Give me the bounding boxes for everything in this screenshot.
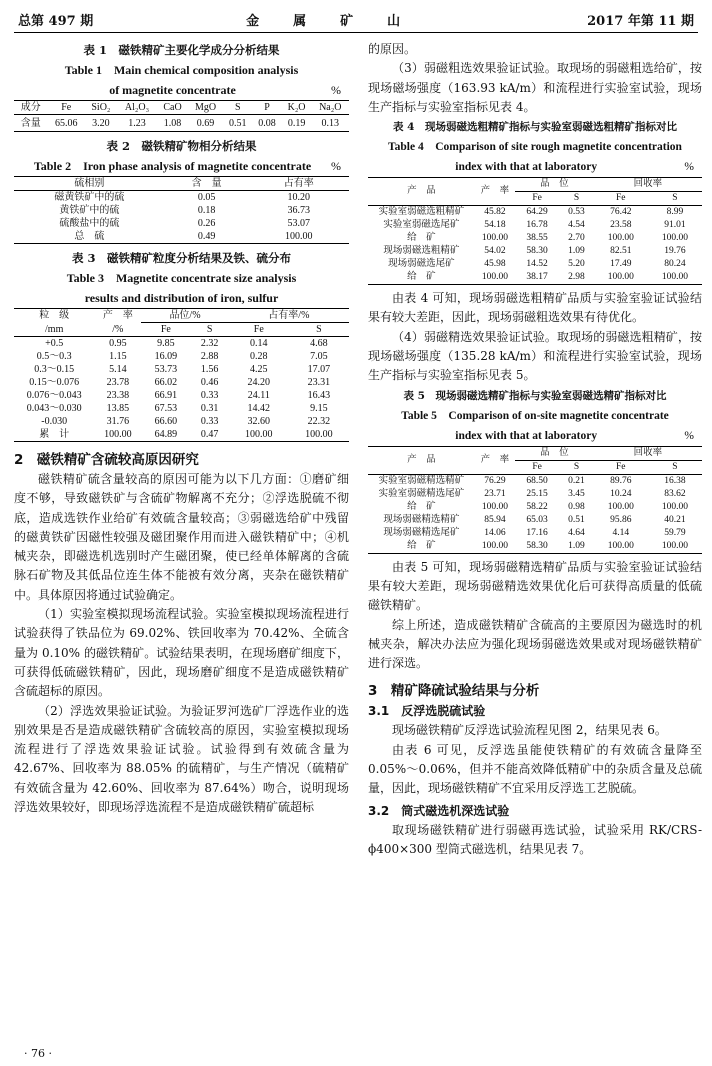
table1-caption-en2: of magnetite concentrate % [109, 83, 341, 97]
table-header-row: Fe S Fe S [368, 460, 702, 474]
section-2-heading: 2 磁铁精矿含硫较高原因研究 [14, 452, 199, 468]
table-row: 现场弱磁选粗精矿 54.02 58.30 1.09 82.51 19.76 [383, 246, 686, 257]
table3-caption-en: Table 3 Magnetite concentrate size analysis [66, 271, 297, 285]
table3-caption-en2: results and distribution of iron, sulfur [84, 291, 279, 305]
table-header-row: 成分 Fe SiO₂ Al₂O₃ CaO MgO S P K₂O Na₂O [14, 101, 349, 115]
table-row: 0.5～0.3 1.15 16.09 2.88 0.28 7.05 [36, 351, 328, 362]
paragraph: 综上所述，造成磁铁精矿含硫高的主要原因为磁选时的机械夹杂，解决办法应为强化现场弱磁选效果或对现场磁铁精矿进行深选。 [368, 617, 702, 671]
section-3-2-heading: 3.2 筒式磁选机深选试验 [368, 803, 510, 818]
paragraph: （3）弱磁粗选效果验证试验。取现场的弱磁粗选给矿，按现场磁场强度（163.93 kA/m）和流程进行实验室试验，现场生产指标与实验室指标见表 4。 [368, 61, 702, 114]
table-row: 磁黄铁矿中的硫 0.05 10.20 [54, 192, 310, 203]
paragraph: （2）浮选效果验证试验。为验证罗河选矿厂浮选作业的选别效果是否是造成磁铁精矿含硫较高的原因，实验室模拟现场流程进行了浮选效果验证试验。试验得到有效硫含量为 42.67%、回收率为 88.05% 的硫精矿，与生产情况（硫精矿有效硫含量为 42.60%、回收率为 87.64%）吻合，说明现场浮选效果较好，即现场浮选流程不是造成磁铁精矿硫超标 [14, 703, 349, 815]
table2 [14, 176, 349, 244]
issue-date: 2017 年第 11 期 [587, 13, 694, 29]
table-row: 现场弱磁精选尾矿 14.06 17.16 4.64 4.14 59.79 [383, 527, 686, 538]
table4-caption-en: Table 4 Comparison of site rough magnetite concentration [388, 141, 682, 154]
left-column [14, 40, 349, 817]
table-row: 0.043～0.030 13.85 67.53 0.31 14.42 9.15 [26, 403, 328, 414]
paragraph: （1）实验室模拟现场流程试验。实验室模拟现场流程进行试验获得了铁品位为 69.02%、铁回收率为 70.42%、全硫含量为 0.10% 的磁铁精矿。试验结果表明，在现场磨矿细度下，可获得低硫磁铁精矿，因此，现场磨矿细度不是造成磁铁精矿含硫超标的原因。 [14, 607, 349, 699]
header-rule [14, 32, 698, 33]
table-row: 给 矿 100.00 58.22 0.98 100.00 100.00 [407, 501, 688, 512]
section-3-heading: 3 精矿降硫试验结果与分析 [368, 683, 540, 700]
section-3-1-heading: 3.1 反浮选脱硫试验 [368, 704, 486, 719]
table3-caption-cn: 表 3 磁铁精矿粒度分析结果及铁、硫分布 [71, 251, 291, 265]
page-number: · 76 · [24, 1047, 52, 1060]
table-row: 0.076～0.043 23.38 66.91 0.33 24.11 16.43 [26, 390, 331, 401]
table-row: 给 矿 100.00 38.17 2.98 100.00 100.00 [407, 272, 688, 283]
table2-caption-cn: 表 2 磁铁精矿物相分析结果 [106, 139, 257, 153]
table-row: 给 矿 100.00 38.55 2.70 100.00 100.00 [407, 233, 688, 244]
table-row: 0.15～0.076 23.78 66.02 0.46 24.20 23.31 [29, 377, 331, 388]
table-row: 实验室弱磁精选尾矿 23.71 25.15 3.45 10.24 83.62 [378, 488, 686, 499]
table-row: 黄铁矿中的硫 0.18 36.73 [59, 205, 310, 216]
table-row: 实验室弱磁选粗精矿 45.82 64.29 0.53 76.42 8.99 [378, 207, 684, 218]
table-row: +0.5 0.95 9.85 2.32 0.14 4.68 [45, 338, 328, 349]
table-row: 给 矿 100.00 58.30 1.09 100.00 100.00 [407, 540, 688, 551]
running-header [18, 8, 694, 30]
table-header-row: /mm /% Fe S Fe S [14, 323, 349, 337]
paragraph: （4）弱磁精选效果验证试验。取现场的弱磁选粗精矿，按现场磁场强度（135.28 kA/m）和流程进行实验室试验，现场生产指标与实验室指标见表 5。 [368, 329, 702, 383]
issue-number: 总第 497 期 [18, 13, 94, 29]
table3 [14, 308, 349, 442]
table-row: 0.3～0.15 5.14 53.73 1.56 4.25 17.07 [34, 364, 331, 375]
table-row: 累 计 100.00 64.89 0.47 100.00 100.00 [39, 429, 333, 440]
table5-caption-cn: 表 5 现场弱磁选精矿指标与实验室弱磁选精矿指标对比 [403, 389, 667, 402]
table-row: -0.030 31.76 66.60 0.33 32.60 22.32 [41, 416, 331, 427]
table5 [368, 446, 702, 554]
table5-caption-en: Table 5 Comparison of on-site magnetite concentrate [401, 409, 669, 422]
table-row: 含量 65.06 3.20 1.23 1.08 0.69 0.51 0.08 0.19 0.13 [20, 117, 340, 129]
table-header-row: 硫相别 含 量 占有率 [14, 177, 349, 191]
paragraph: 的原因。 [368, 42, 417, 56]
paragraph: 由表 4 可知，现场弱磁选粗精矿品质与实验室验证试验结果有较大差距，因此，现场弱磁粗选效果有待优化。 [368, 291, 702, 325]
table1-caption-en: Table 1 Main chemical composition analysis [64, 63, 299, 77]
paragraph: 由表 6 可见，反浮选虽能使铁精矿的有效硫含量降至 0.05%～0.06%，但并不能高效降低精矿中的杂质含量及总硫量，因此，现场磁铁精矿不宜采用反浮选工艺脱硫。 [368, 742, 702, 796]
journal-name: 金属矿山 [246, 13, 435, 29]
table-row: 硫酸盐中的硫 0.26 53.07 [59, 218, 310, 229]
table4-caption-en2: index with that at laboratory % [455, 161, 694, 174]
table4 [368, 177, 702, 285]
table-row: 现场弱磁精选精矿 85.94 65.03 0.51 95.86 40.21 [383, 514, 686, 525]
table-row: 总 硫 0.49 100.00 [74, 231, 313, 242]
table1-caption-cn: 表 1 磁铁精矿主要化学成分分析结果 [83, 43, 280, 57]
table-header-row: Fe S Fe S [368, 192, 702, 206]
paragraph: 现场磁铁精矿反浮选试验流程见图 2，结果见表 6。 [392, 723, 667, 738]
table4-caption-cn: 表 4 现场弱磁选粗精矿指标与实验室弱磁选粗精矿指标对比 [393, 121, 677, 134]
table-row: 现场弱磁选尾矿 45.98 14.52 5.20 17.49 80.24 [388, 259, 686, 270]
table-row: 实验室弱磁选尾矿 54.18 16.78 4.54 23.58 91.01 [383, 220, 686, 231]
right-column [368, 40, 702, 859]
table2-caption-en: Table 2 Iron phase analysis of magnetite concentrate % [33, 159, 341, 173]
paragraph: 由表 5 可知，现场弱磁精选精矿品质与实验室验证试验结果有较大差距，现场弱磁精选效果优化后可获得高质量的低硫磁铁精矿。 [368, 559, 702, 613]
table1 [14, 100, 349, 132]
table-header-row: 粒 级 产 率 品位/% 占有率/% [14, 309, 349, 323]
table-header-row: 产 品 产 率 品 位 回收率 [368, 446, 702, 460]
table-header-row: 产 品 产 率 品 位 回收率 [368, 178, 702, 192]
table5-caption-en2: index with that at laboratory % [455, 429, 694, 442]
paragraph: 取现场磁铁精矿进行弱磁再选试验，试验采用 RK/CRS-ϕ400×300 型筒式磁选机，结果见表 7。 [368, 822, 702, 856]
table-row: 实验室弱磁精选精矿 76.29 68.50 0.21 89.76 16.38 [378, 475, 686, 486]
paragraph: 磁铁精矿硫含量较高的原因可能为以下几方面：①磨矿细度不够，导致磁铁矿与含硫矿物解离不充分；②浮选脱硫不彻底，造成选铁作业给矿有效硫含量较高；③弱磁选给矿中残留的磁黄铁矿因磁性较强及磁团聚作用而进入磁铁精矿中；④机械夹杂，即磁选机选别时产生磁团聚，使已经单体解离的含硫脉石矿物及其低品位连生体不能被有效分离，夹杂在磁铁精矿中。具体原因将通过试验确定。 [14, 472, 349, 602]
